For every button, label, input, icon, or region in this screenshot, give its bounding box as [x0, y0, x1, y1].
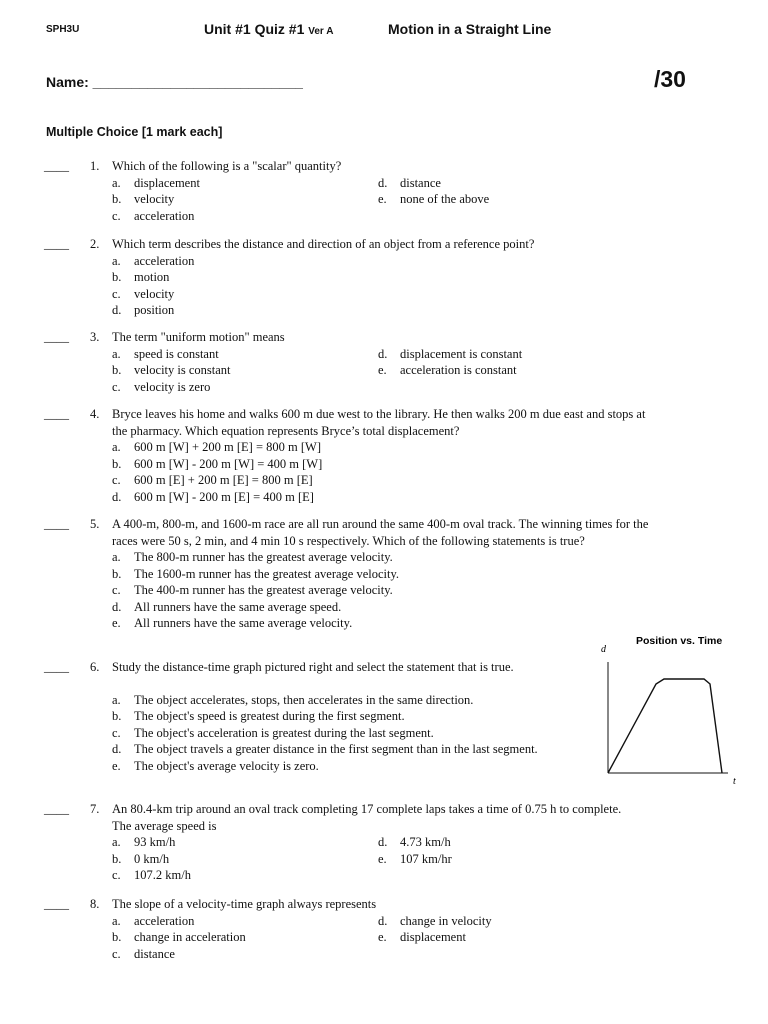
option-letter: a. [112, 835, 121, 849]
answer-options [112, 913, 716, 963]
graph-title: Position vs. Time [636, 635, 723, 647]
answer-blank[interactable]: ____ [44, 407, 69, 421]
quiz-version: Ver A [308, 26, 334, 37]
position-time-graph [598, 632, 740, 790]
answer-option[interactable] [112, 566, 716, 583]
answer-option[interactable] [112, 269, 716, 286]
question-number: 1. [90, 159, 100, 173]
option-text: 600 m [E] + 200 m [E] = 800 m [E] [134, 473, 313, 487]
answer-option[interactable] [112, 946, 716, 963]
answer-blank[interactable]: ____ [44, 330, 69, 344]
option-letter: c. [112, 583, 121, 597]
answer-option[interactable] [112, 456, 716, 473]
option-text: acceleration is constant [400, 363, 517, 377]
option-letter: c. [112, 208, 121, 223]
answer-option[interactable] [112, 472, 716, 489]
option-letter: d. [112, 742, 122, 756]
option-text: displacement [400, 930, 466, 944]
option-letter: d. [378, 346, 388, 361]
option-letter: b. [112, 566, 122, 581]
question-stem: The term "uniform motion" means [112, 330, 285, 344]
option-text: distance [134, 946, 175, 961]
answer-option[interactable] [112, 208, 716, 225]
option-text: 600 m [W] - 200 m [E] = 400 m [E] [134, 489, 314, 504]
option-letter: d. [112, 489, 122, 504]
option-text: change in acceleration [134, 930, 246, 944]
question [44, 516, 716, 632]
question-stem: the pharmacy. Which equation represents Bryce’s total displacement? [112, 423, 460, 438]
option-letter: e. [378, 363, 387, 377]
option-text: velocity [134, 286, 175, 301]
answer-option[interactable] [378, 834, 452, 851]
question-stem: Bryce leaves his home and walks 600 m due west to the library. He then walks 200 m due east and stops at [112, 407, 646, 421]
answer-option[interactable] [112, 615, 716, 632]
question-number: 2. [90, 237, 100, 251]
option-text: The object's average velocity is zero. [134, 758, 319, 773]
answer-blank[interactable]: ____ [44, 159, 69, 173]
option-text: The 1600-m runner has the greatest average velocity. [134, 566, 400, 581]
question-stem: Study the distance-time graph pictured right and select the statement that is true. [112, 660, 514, 674]
option-letter: e. [378, 192, 387, 206]
answer-option[interactable] [112, 253, 716, 270]
name-field[interactable]: Name: ___________________________ [46, 74, 303, 90]
option-letter: a. [112, 346, 121, 361]
option-letter: a. [112, 175, 121, 190]
score-total: /30 [654, 66, 686, 92]
option-text: The object's acceleration is greatest during the last segment. [134, 725, 434, 740]
option-text: displacement is constant [400, 346, 523, 361]
answer-option[interactable] [378, 851, 452, 868]
option-letter: c. [112, 946, 121, 961]
option-text: change in velocity [400, 913, 492, 928]
answer-option[interactable] [378, 929, 492, 946]
answer-options-right [378, 834, 452, 867]
graph-y-axis-label: d [601, 644, 606, 655]
option-letter: d. [378, 913, 388, 928]
answer-option[interactable] [112, 379, 716, 396]
option-text: The object's speed is greatest during the first segment. [134, 709, 405, 723]
option-text: acceleration [134, 253, 195, 268]
question-number: 5. [90, 517, 100, 531]
option-text: none of the above [400, 192, 490, 206]
answer-option[interactable] [378, 362, 522, 379]
answer-options [112, 439, 716, 505]
option-letter: d. [112, 303, 122, 317]
question-stem: A 400-m, 800-m, and 1600-m race are all run around the same 400-m oval track. The winning times for the [112, 517, 649, 531]
question-stem: An 80.4-km trip around an oval track completing 17 complete laps takes a time of 0.75 h to complete. [112, 802, 622, 816]
option-text: acceleration [134, 208, 195, 223]
answer-options-right [378, 913, 492, 946]
option-letter: b. [112, 192, 122, 206]
option-letter: b. [112, 456, 122, 471]
option-letter: c. [112, 379, 121, 394]
answer-options [112, 834, 716, 884]
answer-options [112, 253, 716, 319]
option-letter: c. [112, 725, 121, 740]
option-letter: c. [112, 473, 121, 487]
option-text: speed is constant [134, 346, 219, 361]
option-text: 107.2 km/h [134, 868, 191, 882]
answer-option[interactable] [112, 302, 716, 319]
option-text: displacement [134, 175, 200, 190]
answer-blank[interactable]: ____ [44, 237, 69, 251]
option-text: 4.73 km/h [400, 835, 451, 849]
question [44, 406, 716, 505]
option-text: acceleration [134, 913, 195, 928]
option-text: position [134, 303, 175, 317]
option-letter: d. [378, 175, 388, 190]
answer-options-right [378, 346, 522, 379]
option-letter: b. [112, 851, 122, 866]
question-stem: Which term describes the distance and direction of an object from a reference point? [112, 237, 535, 251]
question-number: 4. [90, 407, 100, 421]
question-number: 3. [90, 330, 100, 344]
option-text: 0 km/h [134, 851, 170, 866]
option-letter: c. [112, 868, 121, 882]
answer-blank[interactable]: ____ [44, 517, 69, 531]
option-letter: d. [378, 835, 388, 849]
option-letter: a. [112, 253, 121, 268]
answer-options [112, 549, 716, 632]
option-letter: e. [112, 616, 121, 630]
option-text: All runners have the same average velocity. [134, 616, 353, 630]
option-text: All runners have the same average speed. [134, 599, 342, 614]
option-text: 93 km/h [134, 835, 176, 849]
graph-x-axis-label: t [733, 776, 736, 787]
answer-option[interactable] [112, 489, 716, 506]
option-letter: b. [112, 270, 122, 284]
question [44, 801, 716, 884]
question-number: 8. [90, 897, 100, 911]
quiz-title [204, 21, 333, 37]
answer-options [112, 175, 716, 225]
option-text: The 400-m runner has the greatest average velocity. [134, 583, 393, 597]
question-stem: The average speed is [112, 818, 217, 833]
option-text: motion [134, 270, 170, 284]
answer-option[interactable] [378, 346, 522, 363]
option-text: 600 m [W] + 200 m [E] = 800 m [W] [134, 440, 321, 454]
question-stem: races were 50 s, 2 min, and 4 min 10 s respectively. Which of the following statements is true? [112, 533, 585, 548]
option-letter: b. [112, 709, 122, 723]
answer-option[interactable] [378, 913, 492, 930]
quiz-subject: Motion in a Straight Line [388, 21, 552, 37]
question-stem: The slope of a velocity-time graph always represents [112, 897, 377, 911]
answer-option[interactable] [112, 439, 716, 456]
option-text: The 800-m runner has the greatest average velocity. [134, 550, 393, 564]
option-letter: a. [112, 440, 121, 454]
option-text: 107 km/hr [400, 851, 452, 866]
question [44, 236, 716, 319]
option-text: 600 m [W] - 200 m [W] = 400 m [W] [134, 456, 323, 471]
answer-option[interactable] [378, 191, 489, 208]
question-number: 7. [90, 802, 100, 816]
option-letter: e. [378, 930, 387, 944]
option-text: distance [400, 175, 441, 190]
option-letter: b. [112, 363, 122, 377]
option-text: velocity is constant [134, 363, 231, 377]
quiz-title-text: Unit #1 Quiz #1 [204, 21, 305, 37]
question [44, 158, 716, 224]
option-letter: c. [112, 286, 121, 301]
course-code: SPH3U [46, 24, 80, 35]
option-letter: d. [112, 599, 122, 614]
graph-line [608, 679, 722, 773]
option-letter: e. [378, 851, 387, 866]
answer-option[interactable] [112, 599, 716, 616]
option-text: velocity [134, 192, 175, 206]
answer-option[interactable] [112, 867, 716, 884]
answer-option[interactable] [378, 175, 489, 192]
answer-option[interactable] [112, 286, 716, 303]
question [44, 329, 716, 395]
option-text: velocity is zero [134, 379, 211, 394]
answer-options-right [378, 175, 489, 208]
question-number: 6. [90, 660, 100, 674]
answer-option[interactable] [112, 549, 716, 566]
answer-option[interactable] [112, 582, 716, 599]
option-letter: a. [112, 913, 121, 928]
option-text: The object travels a greater distance in the first segment than in the last segment. [134, 742, 538, 756]
answer-blank[interactable]: ____ [44, 802, 69, 816]
question-stem: Which of the following is a "scalar" quantity? [112, 159, 342, 173]
section-title: Multiple Choice [1 mark each] [46, 125, 223, 139]
answer-options [112, 346, 716, 396]
answer-blank[interactable]: ____ [44, 660, 69, 674]
option-letter: b. [112, 930, 122, 944]
answer-blank[interactable]: ____ [44, 897, 69, 911]
option-letter: e. [112, 758, 121, 773]
option-text: The object accelerates, stops, then accelerates in the same direction. [134, 692, 474, 707]
option-letter: a. [112, 550, 121, 564]
question [44, 896, 716, 962]
option-letter: a. [112, 692, 121, 707]
